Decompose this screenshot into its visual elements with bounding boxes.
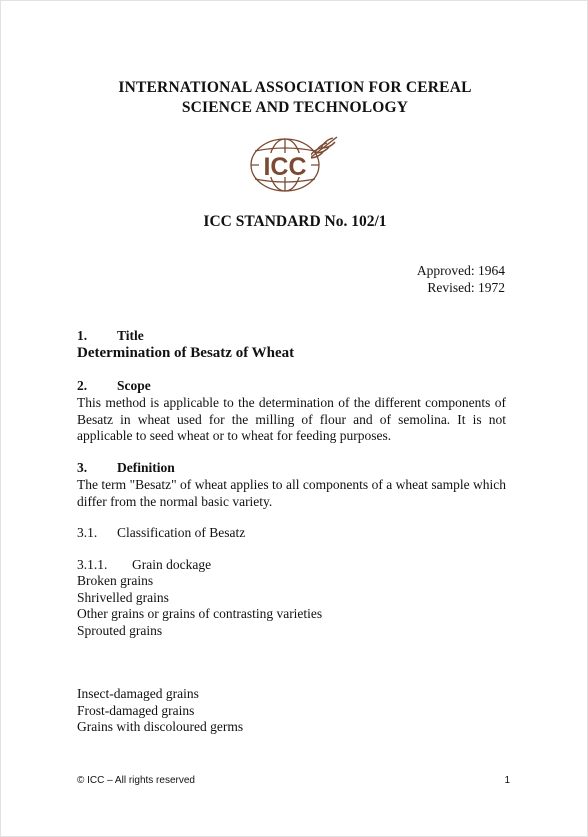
grain-list-2 [77, 686, 243, 736]
document-title: Determination of Besatz of Wheat [77, 345, 295, 361]
list-item: Broken grains [77, 573, 154, 588]
organization-name [1, 78, 588, 118]
section-3-heading: Definition [117, 460, 175, 475]
list-item: Grains with discoloured germs [77, 719, 244, 735]
section-3-1-1-number: 3.1.1. [77, 557, 108, 572]
section-3-1-number: 3.1. [77, 525, 98, 540]
revised-date: Revised: 1972 [427, 279, 505, 295]
copyright-notice: © ICC – All rights reserved [77, 775, 195, 786]
organization-line-1: INTERNATIONAL ASSOCIATION FOR CEREAL [118, 79, 472, 96]
list-item: Sprouted grains [77, 623, 163, 639]
approved-date: Approved: 1964 [416, 263, 505, 278]
section-2-number: 2. [77, 378, 88, 393]
list-item: Other grains or grains of contrasting varieties [77, 606, 323, 622]
grain-list-1 [77, 573, 322, 640]
section-3-1-heading: Classification of Besatz [117, 525, 246, 540]
logo-text: ICC [263, 153, 307, 181]
list-item: Insect-damaged grains [77, 686, 199, 701]
list-item: Frost-damaged grains [77, 702, 195, 718]
section-3-1-1-heading: Grain dockage [132, 557, 212, 572]
section-2-heading: Scope [117, 378, 151, 393]
standard-number: ICC STANDARD No. 102/1 [203, 213, 387, 230]
section-3-number: 3. [77, 460, 88, 475]
list-item: Shrivelled grains [77, 589, 169, 605]
icc-logo-icon [245, 131, 341, 195]
page-footer [77, 775, 510, 786]
definition-paragraph: The term "Besatz" of wheat applies to all components of a wheat sample which differ from the normal basic variety. [77, 477, 506, 509]
section-1-number: 1. [77, 328, 88, 343]
scope-paragraph: This method is applicable to the determination of the different components of Besatz in wheat used for the milling of flour and of semolina. It is not applicable to seed wheat or to wheat for feeding purposes. [77, 395, 506, 443]
dates-block [417, 263, 505, 296]
section-1-heading: Title [117, 328, 144, 343]
page-number: 1 [504, 775, 510, 786]
organization-line-2: SCIENCE AND TECHNOLOGY [181, 99, 409, 116]
